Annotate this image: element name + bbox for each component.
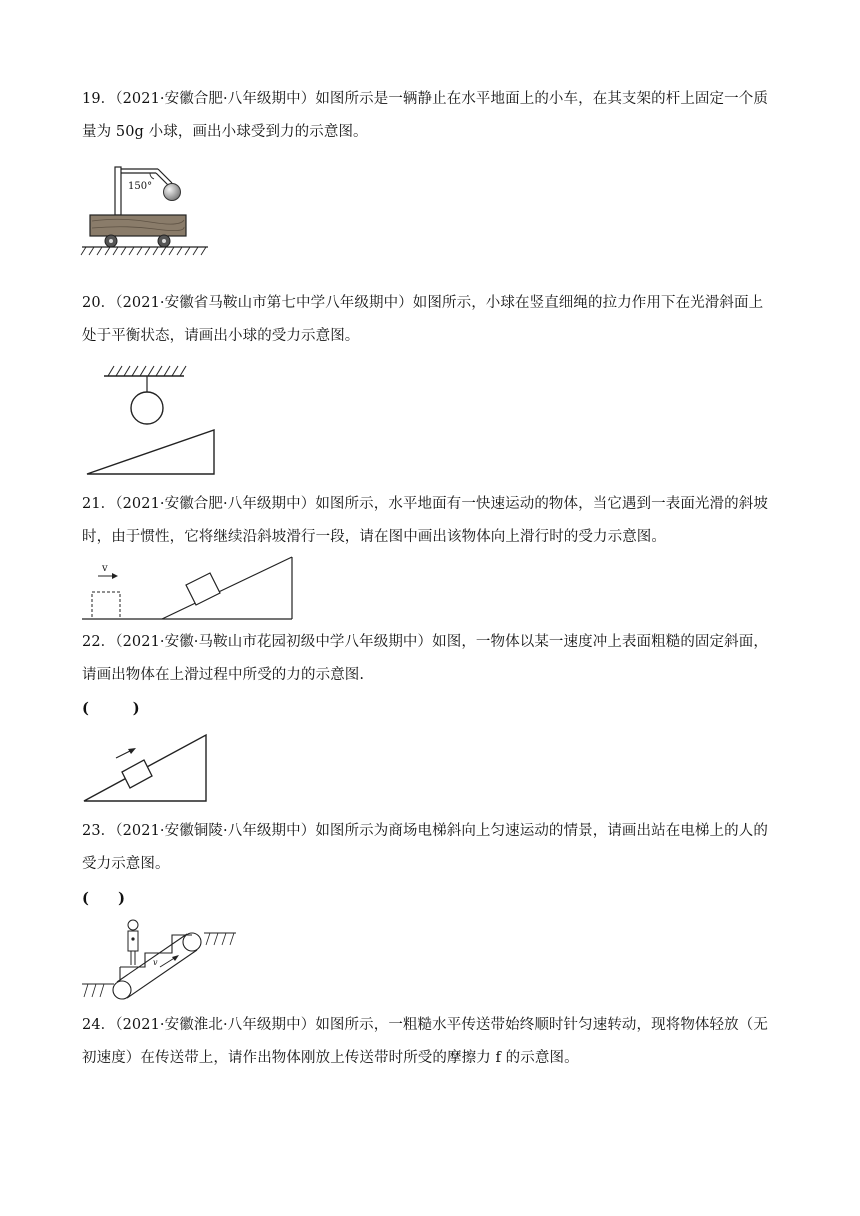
q23-answer-blank: ( ): [82, 890, 126, 907]
q21-slope-figure: [80, 556, 300, 622]
q24-line-1: 24．（2021·安徽淮北·八年级期中）如图所示，一粗糙水平传送带始终顺时针匀速转动，现将物体轻放（无: [82, 1017, 768, 1033]
q21-velocity-label: v: [102, 563, 108, 574]
q19-line-1: 19．（2021·安徽合肥·八年级期中）如图所示是一辆静止在水平地面上的小车，在其支架的杆上固定一个质: [82, 91, 768, 107]
q19-line-2: 量为 50g 小球，画出小球受到力的示意图。: [82, 124, 368, 140]
q19-angle-label: 150°: [128, 181, 153, 192]
q21-line-2: 时，由于惯性，它将继续沿斜坡滑行一段，请在图中画出该物体向上滑行时的受力示意图。: [82, 529, 666, 545]
q23-line-2: 受力示意图。: [82, 856, 170, 872]
q23-velocity-label: v: [153, 958, 158, 967]
q21-line-1: 21．（2021·安徽合肥·八年级期中）如图所示，水平地面有一快速运动的物体，当它遇到一表面光滑的斜坡: [82, 496, 768, 512]
q20-incline-figure: [84, 362, 219, 477]
q23-line-1: 23．（2021·安徽铜陵·八年级期中）如图所示为商场电梯斜向上匀速运动的情景，请画出站在电梯上的人的: [82, 823, 768, 839]
q20-line-1: 20．（2021·安徽省马鞍山市第七中学八年级期中）如图所示，小球在竖直细绳的拉力作用下在光滑斜面上: [82, 295, 764, 311]
q19-cart-figure: [80, 165, 210, 261]
q20-line-2: 处于平衡状态，请画出小球的受力示意图。: [82, 328, 360, 344]
q22-incline-figure: [82, 733, 212, 805]
q22-line-2: 请画出物体在上滑过程中所受的力的示意图.: [82, 667, 365, 683]
q23-escalator-figure: [80, 917, 240, 1003]
q22-line-1: 22．（2021·安徽·马鞍山市花园初级中学八年级期中）如图，一物体以某一速度冲上表面粗糙的固定斜面，: [82, 634, 768, 650]
q22-answer-blank: ( ): [82, 700, 140, 717]
q24-line-2: 初速度）在传送带上，请作出物体刚放上传送带时所受的摩擦力 f 的示意图。: [82, 1050, 579, 1066]
